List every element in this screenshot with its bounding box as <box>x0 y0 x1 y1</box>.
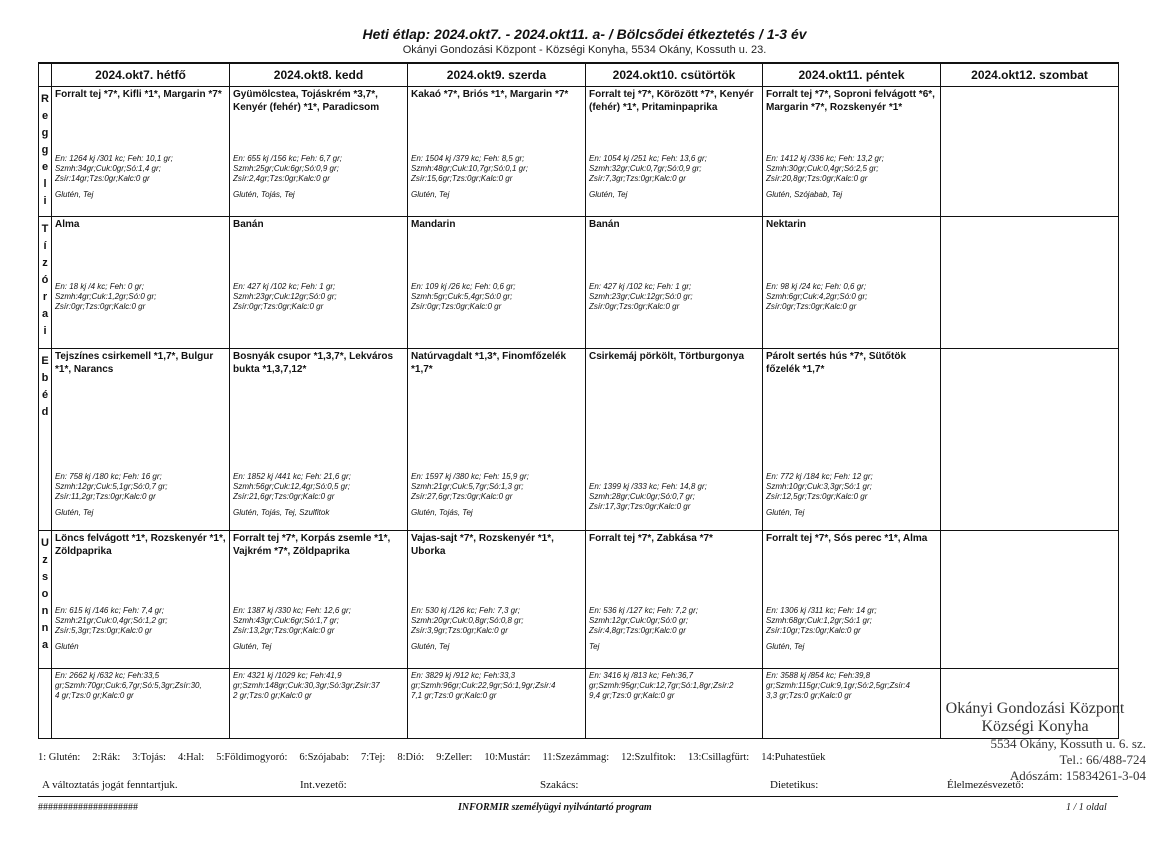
day-header: 2024.okt9. szerda <box>408 63 586 87</box>
allergen-legend-item: 7:Tej: <box>361 752 386 763</box>
allergen-legend-item: 5:Földimogyoró: <box>216 752 288 763</box>
nutrition-line: En: 98 kj /24 kc; Feh: 0,6 gr; <box>766 282 867 291</box>
menu-cell <box>52 531 230 669</box>
meal-label-letter: d <box>41 406 49 419</box>
corner-cell <box>39 63 52 87</box>
menu-cell <box>408 349 586 531</box>
allergen-list: Glutén, Tej <box>411 190 450 200</box>
nutrition-line: En: 536 kj /127 kc; Feh: 7,2 gr; <box>589 606 698 616</box>
allergen-list: Glutén, Tej <box>55 190 94 200</box>
hash-marks: #################### <box>38 802 138 813</box>
meal-row <box>39 217 1119 349</box>
meal-label <box>39 87 52 217</box>
program-footer <box>38 796 1118 813</box>
dish-names: Kakaó *7*, Briós *1*, Margarin *7* <box>411 89 569 100</box>
daily-total-line: gr;Szmh:96gr;Cuk:22,9gr;Só:1,9gr;Zsír:4 <box>411 681 556 690</box>
daily-total-line: gr;Szmh:115gr;Cuk:9,1gr;Só:2,5gr;Zsír:4 <box>766 681 910 690</box>
stamp-line: Okányi Gondozási Központ <box>945 700 1125 717</box>
menu-cell <box>230 87 408 217</box>
allergen-list: Glutén, Szójabab, Tej <box>766 190 843 200</box>
nutrition-line: Zsír:0gr;Tzs:0gr;Kalc:0 gr <box>411 302 502 311</box>
menu-cell <box>941 87 1119 217</box>
meal-label-letter: U <box>41 537 49 549</box>
meal-label-letter: n <box>41 605 49 618</box>
day-header-row <box>39 63 1119 87</box>
meal-label-letter: z <box>42 257 48 270</box>
menu-cell <box>230 531 408 669</box>
nutrition-line: Szmh:48gr;Cuk:10,7gr;Só:0,1 gr; <box>411 164 528 174</box>
menu-cell <box>52 87 230 217</box>
allergen-legend-item: 8:Dió: <box>397 752 425 763</box>
meal-label-letter: o <box>41 588 49 601</box>
allergen-list: Glutén, Tojás, Tej <box>233 190 295 200</box>
daily-total-line: En: 4321 kj /1029 kc; Feh:41,9 <box>233 671 342 680</box>
dish-names: Mandarin <box>411 219 456 230</box>
daily-total-line: En: 2662 kj /632 kc; Feh:33,5 <box>55 671 160 680</box>
nutrition-line: En: 1306 kj /311 kc; Feh: 14 gr; <box>766 606 877 616</box>
nutrition-line: Szmh:4gr;Cuk:1,2gr;Só:0 gr; <box>55 292 157 301</box>
nutrition-line: Zsír:10gr;Tzs:0gr;Kalc:0 gr <box>766 626 861 636</box>
allergen-legend-item: 14:Puhatestűek <box>761 752 826 763</box>
dietetikus-label: Dietetikus: <box>770 779 819 791</box>
nutrition-line: Zsír:2,4gr;Tzs:0gr;Kalc:0 gr <box>233 174 330 184</box>
nutrition-line: Zsír:12,5gr;Tzs:0gr;Kalc:0 gr <box>766 492 868 502</box>
menu-cell <box>763 87 941 217</box>
stamp-line: Adószám: 15834261-3-04 <box>1009 768 1146 783</box>
nutrition-line: Zsír:4,8gr;Tzs:0gr;Kalc:0 gr <box>589 626 686 636</box>
allergen-list: Tej <box>589 642 600 652</box>
nutrition-line: Szmh:23gr;Cuk:12gr;Só:0 gr; <box>589 292 693 301</box>
daily-total-line: En: 3588 kj /854 kc; Feh:39,8 <box>766 671 871 680</box>
nutrition-line: Zsír:3,9gr;Tzs:0gr;Kalc:0 gr <box>411 626 508 636</box>
meal-label-letter: n <box>41 622 49 635</box>
menu-cell <box>586 531 763 669</box>
menu-cell <box>586 87 763 217</box>
menu-cell <box>52 217 230 349</box>
dish-names: Forralt tej *7*, Körözött *7*, Kenyér (fehér) *1*, Pritaminpaprika <box>589 89 754 113</box>
menu-cell <box>408 531 586 669</box>
dish-names: Forralt tej *7*, Zabkása *7* <box>589 533 713 544</box>
rights-note: A változtatás jogát fenntartjuk. <box>42 779 178 791</box>
daily-total-line: En: 3829 kj /912 kc; Feh:33,3 <box>411 671 516 680</box>
meal-label-letter: E <box>41 355 49 367</box>
dish-names: Vajas-sajt *7*, Rozskenyér *1*, Uborka <box>411 533 554 557</box>
meal-label-letter: b <box>41 372 49 385</box>
nutrition-line: Szmh:30gr;Cuk:0,4gr;Só:2,5 gr; <box>766 164 879 174</box>
nutrition-line: Szmh:43gr;Cuk:6gr;Só:1,7 gr; <box>233 616 339 626</box>
allergen-legend-item: 13:Csillagfürt: <box>687 752 750 763</box>
nutrition-line: En: 1852 kj /441 kc; Feh: 21,6 gr; <box>233 472 351 482</box>
program-name: INFORMIR személyügyi nyilvántartó program <box>458 802 652 813</box>
nutrition-line: Szmh:21gr;Cuk:5,7gr;Só:1,3 gr; <box>411 482 524 492</box>
allergen-legend-item: 4:Hal: <box>177 752 205 763</box>
menu-cell <box>941 349 1119 531</box>
nutrition-line: En: 18 kj /4 kc; Feh: 0 gr; <box>55 282 144 291</box>
nutrition-line: Szmh:12gr;Cuk:5,1gr;Só:0,7 gr; <box>55 482 168 492</box>
meal-label-letter: a <box>41 639 49 652</box>
dish-names: Forralt tej *7*, Sós perec *1*, Alma <box>766 533 928 544</box>
daily-total-cell <box>586 669 763 739</box>
allergen-list: Glutén, Tej <box>411 642 450 652</box>
allergen-legend-item: 3:Tojás: <box>132 752 166 763</box>
allergen-list: Glutén, Tej <box>233 642 272 652</box>
meal-label <box>39 531 52 669</box>
nutrition-line: En: 1264 kj /301 kc; Feh: 10,1 gr; <box>55 154 173 164</box>
dish-names: Alma <box>55 219 80 230</box>
allergen-list: Glutén <box>55 642 79 652</box>
menu-cell <box>763 217 941 349</box>
daily-total-line: 3,3 gr;Tzs:0 gr;Kalc:0 gr <box>766 691 852 700</box>
nutrition-line: Zsír:0gr;Tzs:0gr;Kalc:0 gr <box>766 302 857 311</box>
nutrition-line: En: 758 kj /180 kc; Feh: 16 gr; <box>55 472 162 482</box>
nutrition-line: Zsír:0gr;Tzs:0gr;Kalc:0 gr <box>233 302 324 311</box>
nutrition-line: En: 1054 kj /251 kc; Feh: 13,6 gr; <box>589 154 707 164</box>
dish-names: Gyümölcstea, Tojáskrém *3,7*, Kenyér (fehér) *1*, Paradicsom <box>233 89 380 113</box>
menu-cell <box>586 349 763 531</box>
nutrition-line: Szmh:28gr;Cuk:0gr;Só:0,7 gr; <box>589 492 695 501</box>
nutrition-line: Szmh:5gr;Cuk:5,4gr;Só:0 gr; <box>411 292 513 301</box>
meal-label-letter: r <box>42 291 48 304</box>
daily-total-line: 9,4 gr;Tzs:0 gr;Kalc:0 gr <box>589 691 675 700</box>
meal-label-letter: z <box>42 554 48 567</box>
nutrition-line: En: 655 kj /156 kc; Feh: 6,7 gr; <box>233 154 342 164</box>
allergen-list: Glutén, Tej <box>766 508 805 518</box>
nutrition-line: Szmh:56gr;Cuk:12,4gr;Só:0,5 gr; <box>233 482 350 492</box>
page-title: Heti étlap: 2024.okt7. - 2024.okt11. a- / Bölcsődei étkeztetés / 1-3 év <box>362 26 807 42</box>
nutrition-line: En: 109 kj /26 kc; Feh: 0,6 gr; <box>411 282 516 291</box>
menu-cell <box>408 87 586 217</box>
totals-label <box>39 669 52 739</box>
stamp-line: 5534 Okány, Kossuth u. 6. sz. <box>990 736 1146 751</box>
dish-names: Bosnyák csupor *1,3,7*, Lekváros bukta *1,3,7,12* <box>233 351 394 375</box>
daily-total-line: En: 3416 kj /813 kc; Feh:36,7 <box>589 671 694 680</box>
day-header: 2024.okt11. péntek <box>763 63 941 87</box>
nutrition-line: En: 427 kj /102 kc; Feh: 1 gr; <box>589 282 692 291</box>
daily-total-line: 2 gr;Tzs:0 gr;Kalc:0 gr <box>233 691 312 700</box>
daily-total-line: 7,1 gr;Tzs:0 gr;Kalc:0 gr <box>411 691 497 700</box>
meal-label-letter: R <box>41 93 49 105</box>
daily-total-line: gr;Szmh:95gr;Cuk:12,7gr;Só:1,8gr;Zsír:2 <box>589 681 734 690</box>
dish-names: Forralt tej *7*, Kifli *1*, Margarin *7* <box>55 89 222 100</box>
nutrition-line: Zsír:27,6gr;Tzs:0gr;Kalc:0 gr <box>411 492 513 502</box>
nutrition-line: Szmh:10gr;Cuk:3,3gr;Só:1 gr; <box>766 482 872 492</box>
meal-label-letter: í <box>43 240 47 253</box>
dish-names: Banán <box>233 219 264 230</box>
dish-names: Forralt tej *7*, Korpás zsemle *1*, Vajkrém *7*, Zöldpaprika <box>233 533 391 557</box>
meal-label-letter: g <box>41 127 49 140</box>
daily-total-line: 4 gr;Tzs:0 gr;Kalc:0 gr <box>55 691 134 700</box>
institution-stamp <box>910 700 1160 784</box>
meal-label <box>39 349 52 531</box>
nutrition-line: En: 615 kj /146 kc; Feh: 7,4 gr; <box>55 606 164 616</box>
nutrition-line: Zsír:0gr;Tzs:0gr;Kalc:0 gr <box>589 302 680 311</box>
allergen-legend-item: 9:Zeller: <box>436 752 473 763</box>
menu-cell <box>941 217 1119 349</box>
nutrition-line: Zsír:5,3gr;Tzs:0gr;Kalc:0 gr <box>55 626 152 636</box>
nutrition-line: Zsír:14gr;Tzs:0gr;Kalc:0 gr <box>55 174 150 184</box>
menu-cell <box>763 531 941 669</box>
nutrition-line: En: 1387 kj /330 kc; Feh: 12,6 gr; <box>233 606 351 616</box>
meal-label-letter: a <box>41 308 49 321</box>
nutrition-line: En: 772 kj /184 kc; Feh: 12 gr; <box>766 472 873 482</box>
nutrition-line: Zsír:15,6gr;Tzs:0gr;Kalc:0 gr <box>411 174 513 184</box>
meal-row <box>39 87 1119 217</box>
nutrition-line: Szmh:23gr;Cuk:12gr;Só:0 gr; <box>233 292 337 301</box>
nutrition-line: Zsír:20,8gr;Tzs:0gr;Kalc:0 gr <box>766 174 868 184</box>
nutrition-line: En: 1412 kj /336 kc; Feh: 13,2 gr; <box>766 154 884 164</box>
nutrition-line: En: 427 kj /102 kc; Feh: 1 gr; <box>233 282 336 291</box>
dish-names: Tejszínes csirkemell *1,7*, Bulgur *1*, Narancs <box>55 351 214 375</box>
dish-names: Banán <box>589 219 620 230</box>
meal-label-letter: ó <box>41 274 49 287</box>
weekly-menu-table <box>38 62 1119 739</box>
day-header: 2024.okt7. hétfő <box>52 63 230 87</box>
menu-cell <box>52 349 230 531</box>
allergen-legend-item: 12:Szulfitok: <box>621 752 676 763</box>
meal-label-letter: T <box>41 223 49 235</box>
day-header: 2024.okt12. szombat <box>941 63 1119 87</box>
nutrition-line: Zsír:0gr;Tzs:0gr;Kalc:0 gr <box>55 302 146 311</box>
dish-names: Natúrvagdalt *1,3*, Finomfőzelék *1,7* <box>411 351 567 375</box>
nutrition-line: Zsír:21,6gr;Tzs:0gr;Kalc:0 gr <box>233 492 335 502</box>
meal-row <box>39 349 1119 531</box>
szakacs-label: Szakács: <box>540 779 579 791</box>
nutrition-line: Szmh:20gr;Cuk:0,8gr;Só:0,8 gr; <box>411 616 524 626</box>
allergen-list: Glutén, Tojás, Tej, Szulfitok <box>233 508 330 518</box>
meal-label <box>39 217 52 349</box>
dish-names: Csirkemáj pörkölt, Törtburgonya <box>589 351 745 362</box>
meal-label-letter: i <box>43 195 47 208</box>
daily-total-line: gr;Szmh:148gr;Cuk:30,3gr;Só:3gr;Zsír:37 <box>233 681 380 690</box>
nutrition-line: Zsír:11,2gr;Tzs:0gr;Kalc:0 gr <box>55 492 156 502</box>
int-vezeto-label: Int.vezető: <box>300 779 347 791</box>
meal-label-letter: e <box>41 110 49 123</box>
nutrition-line: En: 1504 kj /379 kc; Feh: 8,5 gr; <box>411 154 525 164</box>
daily-total-line: gr;Szmh:70gr;Cuk:6,7gr;Só:5,3gr;Zsír:30, <box>55 681 202 690</box>
dish-names: Löncs felvágott *1*, Rozskenyér *1*, Zöldpaprika <box>55 533 226 557</box>
nutrition-line: Szmh:68gr;Cuk:1,2gr;Só:1 gr; <box>766 616 872 626</box>
day-header: 2024.okt10. csütörtök <box>586 63 763 87</box>
allergen-list: Glutén, Tojás, Tej <box>411 508 473 518</box>
meal-label-letter: é <box>41 389 49 402</box>
nutrition-line: Szmh:34gr;Cuk:0gr;Só:1,4 gr; <box>55 164 161 174</box>
nutrition-line: Zsír:7,3gr;Tzs:0gr;Kalc:0 gr <box>589 174 686 184</box>
day-header: 2024.okt8. kedd <box>230 63 408 87</box>
page-subtitle: Okányi Gondozási Központ - Községi Konyha, 5534 Okány, Kossuth u. 23. <box>402 44 767 56</box>
meal-label-letter: s <box>41 571 49 584</box>
allergen-legend-item: 11:Szezámmag: <box>542 752 610 763</box>
stamp-line: Községi Konyha <box>981 718 1089 735</box>
nutrition-line: Zsír:13,2gr;Tzs:0gr;Kalc:0 gr <box>233 626 335 636</box>
elemezesvezeto-label: Élelmezésvezető: <box>947 779 1024 791</box>
allergen-legend-item: 10:Mustár: <box>484 752 531 763</box>
allergen-list: Glutén, Tej <box>55 508 94 518</box>
meal-label-letter: i <box>43 325 47 338</box>
meal-label-letter: l <box>43 178 47 191</box>
nutrition-line: En: 1597 kj /380 kc; Feh: 15,9 gr; <box>411 472 529 482</box>
menu-cell <box>230 349 408 531</box>
page-number: 1 / 1 oldal <box>1066 802 1107 813</box>
nutrition-line: Szmh:25gr;Cuk:6gr;Só:0,9 gr; <box>233 164 339 174</box>
dish-names: Nektarin <box>766 219 807 230</box>
meal-row <box>39 531 1119 669</box>
allergen-list: Glutén, Tej <box>766 642 805 652</box>
nutrition-line: Szmh:12gr;Cuk:0gr;Só:0 gr; <box>589 616 689 626</box>
nutrition-line: En: 1399 kj /333 kc; Feh: 14,8 gr; <box>589 482 707 491</box>
menu-cell <box>408 217 586 349</box>
daily-total-cell <box>230 669 408 739</box>
nutrition-line: Szmh:21gr;Cuk:0,4gr;Só:1,2 gr; <box>55 616 168 626</box>
allergen-legend-item: 6:Szójabab: <box>299 752 349 763</box>
dish-names: Forralt tej *7*, Soproni felvágott *6*, Margarin *7*, Rozskenyér *1* <box>766 89 935 113</box>
daily-total-cell <box>52 669 230 739</box>
allergen-legend-item: 1: Glutén: <box>38 752 81 763</box>
allergen-legend-item: 2:Rák: <box>92 752 121 763</box>
menu-cell <box>941 531 1119 669</box>
nutrition-line: Zsír:17,3gr;Tzs:0gr;Kalc:0 gr <box>589 502 691 511</box>
nutrition-line: Szmh:6gr;Cuk:4,2gr;Só:0 gr; <box>766 292 868 301</box>
menu-cell <box>763 349 941 531</box>
stamp-line: Tel.: 66/488-724 <box>1059 752 1146 767</box>
menu-cell <box>230 217 408 349</box>
daily-total-cell <box>408 669 586 739</box>
nutrition-line: En: 530 kj /126 kc; Feh: 7,3 gr; <box>411 606 520 616</box>
menu-cell <box>586 217 763 349</box>
meal-label-letter: e <box>41 161 49 174</box>
allergen-list: Glutén, Tej <box>589 190 628 200</box>
nutrition-line: Szmh:32gr;Cuk:0,7gr;Só:0,9 gr; <box>589 164 702 174</box>
meal-label-letter: g <box>41 144 49 157</box>
dish-names: Párolt sertés hús *7*, Sütőtök főzelék *1,7* <box>766 351 907 375</box>
